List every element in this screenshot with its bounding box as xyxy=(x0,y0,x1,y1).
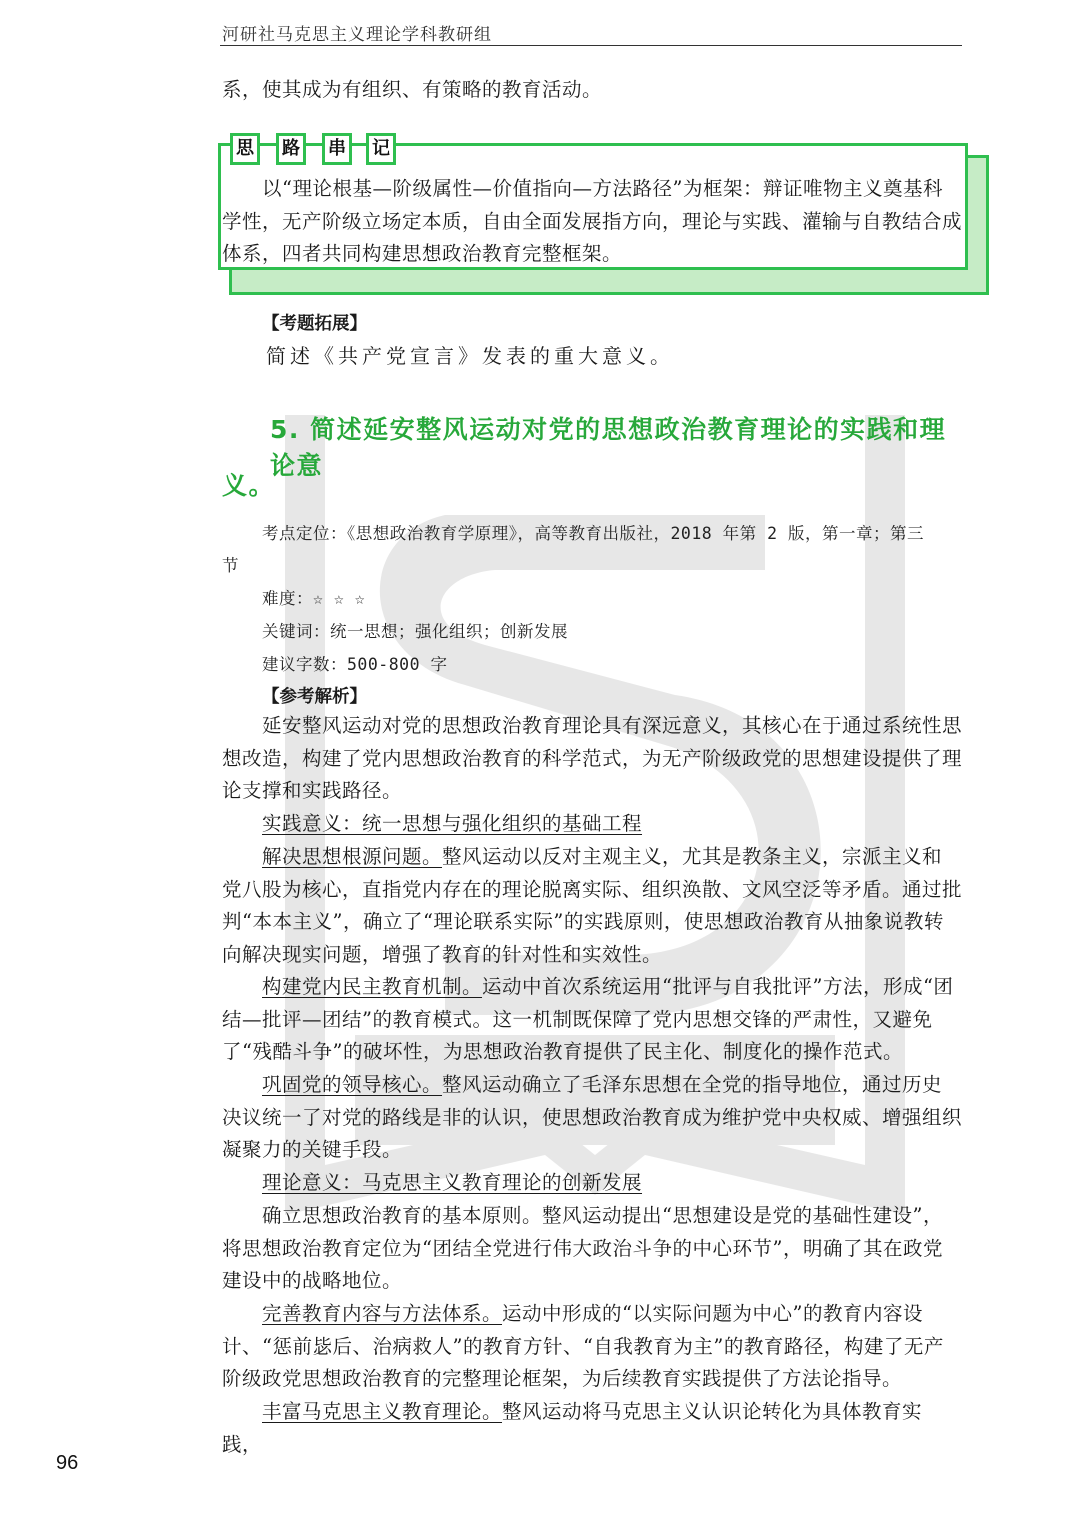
theory-paragraph-3 xyxy=(222,1396,962,1461)
practice-paragraph-1 xyxy=(222,841,962,971)
keywords: 关键词：统一思想；强化组织；创新发展 xyxy=(262,622,568,641)
p5-lead: 完善教育内容与方法体系。 xyxy=(262,1302,503,1325)
p2-lead: 构建党内民主教育机制。 xyxy=(262,975,483,998)
extension-heading: 【考题拓展】 xyxy=(262,314,367,334)
theory-heading xyxy=(222,1167,962,1200)
location-line2: 节 xyxy=(222,556,239,575)
question-title-line2: 义。 xyxy=(222,471,276,500)
difficulty: 难度：☆ ☆ ☆ xyxy=(262,589,366,608)
p6-text: 整风运动将马克思主义认识论转化为具体教育实践， xyxy=(222,1400,923,1456)
running-header: 河研社马克思主义理论学科教研组 xyxy=(222,25,492,45)
practice-paragraph-3 xyxy=(222,1069,962,1167)
callout-tag-1: 思 xyxy=(230,133,260,165)
p5-text: 运动中形成的“以实际问题为中心”的教育内容设计、“惩前毖后、治病救人”的教育方针、“自我教育为主”的教育路径，构建了无产阶级政党思想政治教育的完整理论框架，为后续教育实践提供了方法论指导。 xyxy=(222,1302,944,1390)
p3-lead: 巩固党的领导核心。 xyxy=(262,1073,443,1096)
practice-heading-text: 实践意义：统一思想与强化组织的基础工程 xyxy=(262,812,643,835)
header-rule xyxy=(220,45,962,46)
theory-heading-text: 理论意义：马克思主义教育理论的创新发展 xyxy=(262,1171,643,1194)
location-line1: 考点定位：《思想政治教育学原理》，高等教育出版社，2018 年第 2 版，第一章；第三 xyxy=(262,524,924,543)
p1-lead: 解决思想根源问题。 xyxy=(262,845,443,868)
p1-text: 整风运动以反对主观主义，尤其是教条主义，宗派主义和党八股为核心，直指党内存在的理论脱离实际、组织涣散、文风空泛等矛盾。通过批判“本本主义”，确立了“理论联系实际”的实践原则，使思想政治教育从抽象说教转向解决现实问题，增强了教育的针对性和实效性。 xyxy=(222,845,963,966)
practice-heading xyxy=(222,808,962,841)
analysis-intro: 延安整风运动对党的思想政治教育理论具有深远意义，其核心在于通过系统性思想改造，构建了党内思想政治教育的科学范式，为无产阶级政党的思想建设提供了理论支撑和实践路径。 xyxy=(222,714,963,802)
extension-question: 简述《共产党宣言》发表的重大意义。 xyxy=(266,344,674,368)
theory-paragraph-2 xyxy=(222,1298,962,1396)
word-count: 建议字数：500-800 字 xyxy=(262,655,448,674)
p6-lead: 丰富马克思主义教育理论。 xyxy=(262,1400,503,1423)
intro-line: 系，使其成为有组织、有策略的教育活动。 xyxy=(222,78,603,101)
page-number: 96 xyxy=(56,1452,79,1474)
practice-paragraph-2 xyxy=(222,971,962,1069)
question-title-line1: 5. 简述延安整风运动对党的思想政治教育理论的实践和理论意 xyxy=(270,415,947,480)
callout-text: 以“理论根基—阶级属性—价值指向—方法路径”为框架：辩证唯物主义奠基科学性，无产阶级立场定本质，自由全面发展指方向，理论与实践、灌输与自教结合成体系，四者共同构建思想政治教育完整框架。 xyxy=(222,177,963,265)
p3-text: 整风运动确立了毛泽东思想在全党的指导地位，通过历史决议统一了对党的路线是非的认识，使思想政治教育成为维护党中央权威、增强组织凝聚力的关键手段。 xyxy=(222,1073,963,1161)
callout-tag-2: 路 xyxy=(276,133,306,165)
p2-text: 运动中首次系统运用“批评与自我批评”方法，形成“团结—批评—团结”的教育模式。这一机制既保障了党内思想交锋的严肃性，又避免了“残酷斗争”的破坏性，为思想政治教育提供了民主化、制度化的操作范式。 xyxy=(222,975,954,1063)
analysis-heading: 【参考解析】 xyxy=(262,687,367,707)
callout-tag-4: 记 xyxy=(366,133,396,165)
callout-tag-3: 串 xyxy=(322,133,352,165)
theory-paragraph-1: 确立思想政治教育的基本原则。整风运动提出“思想建设是党的基础性建设”，将思想政治教育定位为“团结全党进行伟大政治斗争的中心环节”，明确了其在政党建设中的战略地位。 xyxy=(222,1204,943,1292)
